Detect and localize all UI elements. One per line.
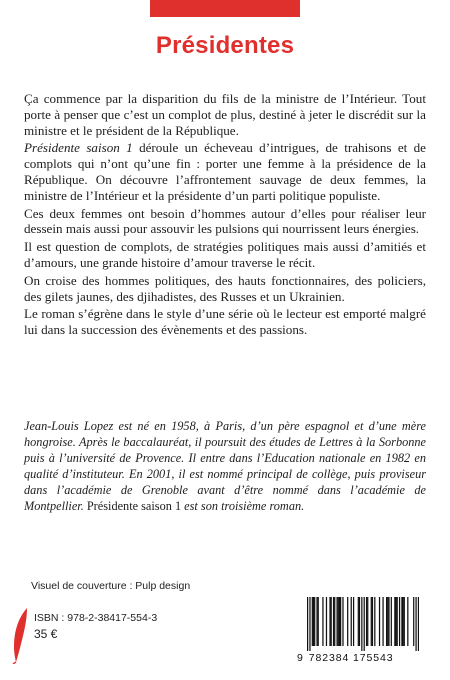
barcode-lead-digit: 9 <box>297 652 304 664</box>
barcode-bar <box>361 597 362 651</box>
summary-series-title: Présidente saison 1 <box>24 140 133 156</box>
summary-paragraph-5: On croise des hommes politiques, des hauts fonctionnaires, des policiers, des gilets jaunes, des djihadistes, des Russes et un Ukrainien. <box>24 272 426 304</box>
barcode-bar <box>388 597 389 646</box>
summary-paragraph-6: Le roman s’égrène dans le style d’une série où le lecteur est emporté malgré lui dans la succession des évènements et des passions. <box>24 306 426 338</box>
barcode-bar <box>326 597 327 646</box>
barcode-bar <box>391 597 392 646</box>
barcode-right-group: 175543 <box>353 652 394 664</box>
book-title: Présidentes <box>155 32 295 59</box>
barcode-bar <box>313 597 314 646</box>
barcode-bar <box>339 597 340 646</box>
barcode-bar <box>371 597 372 646</box>
barcode-bar <box>318 597 319 646</box>
barcode-bar <box>358 597 359 646</box>
barcode-bar <box>367 597 368 646</box>
summary-paragraph-3: Ces deux femmes ont besoin d’hommes autour d’elles pour réaliser leur dessein mais aussi pour assouvir les pulsions qui nourrissent leurs énergies. <box>24 205 426 237</box>
isbn-number: ISBN : 978-2-38417-554-3 <box>34 612 158 624</box>
barcode-bar <box>407 597 408 646</box>
summary-paragraph-4: Il est question de complots, de stratégies politiques mais aussi d’amitiés et d’amours, une grande histoire d’amour traverse le récit. <box>24 239 426 270</box>
author-biography <box>24 419 426 514</box>
summary-paragraph-2-text: déroule un écheveau d’intrigues, de trahisons et de complots qui n’ont qu’une fin : porter une femme à la présidence de la République. On découvre l’affrontement sauvage de deux femmes, la ministre de l’Intérieur et la présidente d’un parti politique populiste. <box>24 140 426 203</box>
barcode-bar <box>404 597 405 646</box>
barcode-bar <box>395 597 396 646</box>
top-color-band <box>150 0 300 17</box>
barcode-bar <box>338 597 339 646</box>
barcode-digits <box>297 652 421 664</box>
ean-barcode <box>307 597 419 651</box>
barcode-bar <box>309 597 310 651</box>
barcode-bar <box>374 597 375 646</box>
barcode-bar <box>314 597 315 646</box>
barcode-bar <box>387 597 388 646</box>
barcode-bar <box>372 597 373 646</box>
barcode-bar <box>351 597 352 646</box>
barcode-bar <box>413 597 414 646</box>
barcode-bar <box>394 597 395 646</box>
barcode-bar <box>382 597 383 646</box>
barcode-bar <box>366 597 367 646</box>
barcode-bar <box>316 597 317 646</box>
barcode-bar <box>401 597 402 646</box>
back-cover-summary <box>24 91 426 340</box>
barcode-bar <box>364 597 365 651</box>
barcode-left-group: 782384 <box>308 652 350 664</box>
barcode-bar <box>415 597 416 651</box>
bio-book-title: Présidente saison 1 <box>86 498 182 513</box>
barcode-bar <box>347 597 348 646</box>
barcode-bar <box>322 597 323 646</box>
barcode-bar <box>307 597 308 651</box>
barcode-bar <box>329 597 330 646</box>
barcode-bar <box>312 597 313 646</box>
barcode-bar <box>399 597 400 646</box>
barcode-bar <box>379 597 380 646</box>
barcode-bar <box>333 597 334 646</box>
barcode-bar <box>353 597 354 646</box>
barcode-bar <box>340 597 341 646</box>
barcode-bar <box>359 597 360 646</box>
barcode-bar <box>397 597 398 646</box>
cover-credit: Visuel de couverture : Pulp design <box>31 580 191 592</box>
barcode-bar <box>386 597 387 646</box>
barcode-bar <box>402 597 403 646</box>
author-bio-text: Jean-Louis Lopez est né en 1958, à Paris, d’un père espagnol et d’une mère hongroise. Après le baccalauréat, il poursuit des études de Lettres à la Sorbonne puis à l’université de Provence. Il entre dans l’Education nationale en 1982 en qualité d’instituteur. En 2001, il est nommé principal de collège, puis proviseur dans l’académie de Grenoble avant d’être nommé dans l’académie de Montpellier. <box>24 419 426 513</box>
barcode-bar <box>334 597 335 646</box>
price: 35 € <box>34 627 58 641</box>
barcode-bar <box>418 597 419 651</box>
barcode-bar <box>331 597 332 646</box>
barcode-bar <box>342 597 343 646</box>
summary-paragraph-1: Ça commence par la disparition du fils de la ministre de l’Intérieur. Tout porte à penser que c’est un complot de plus, destiné à jeter le discrédit sur la ministre et le président de la République. <box>24 91 426 138</box>
author-bio-ending: est son troisième roman. <box>181 498 305 513</box>
barcode-bar <box>336 597 337 646</box>
summary-paragraph-2 <box>24 140 426 203</box>
publisher-feather-icon <box>9 606 31 664</box>
